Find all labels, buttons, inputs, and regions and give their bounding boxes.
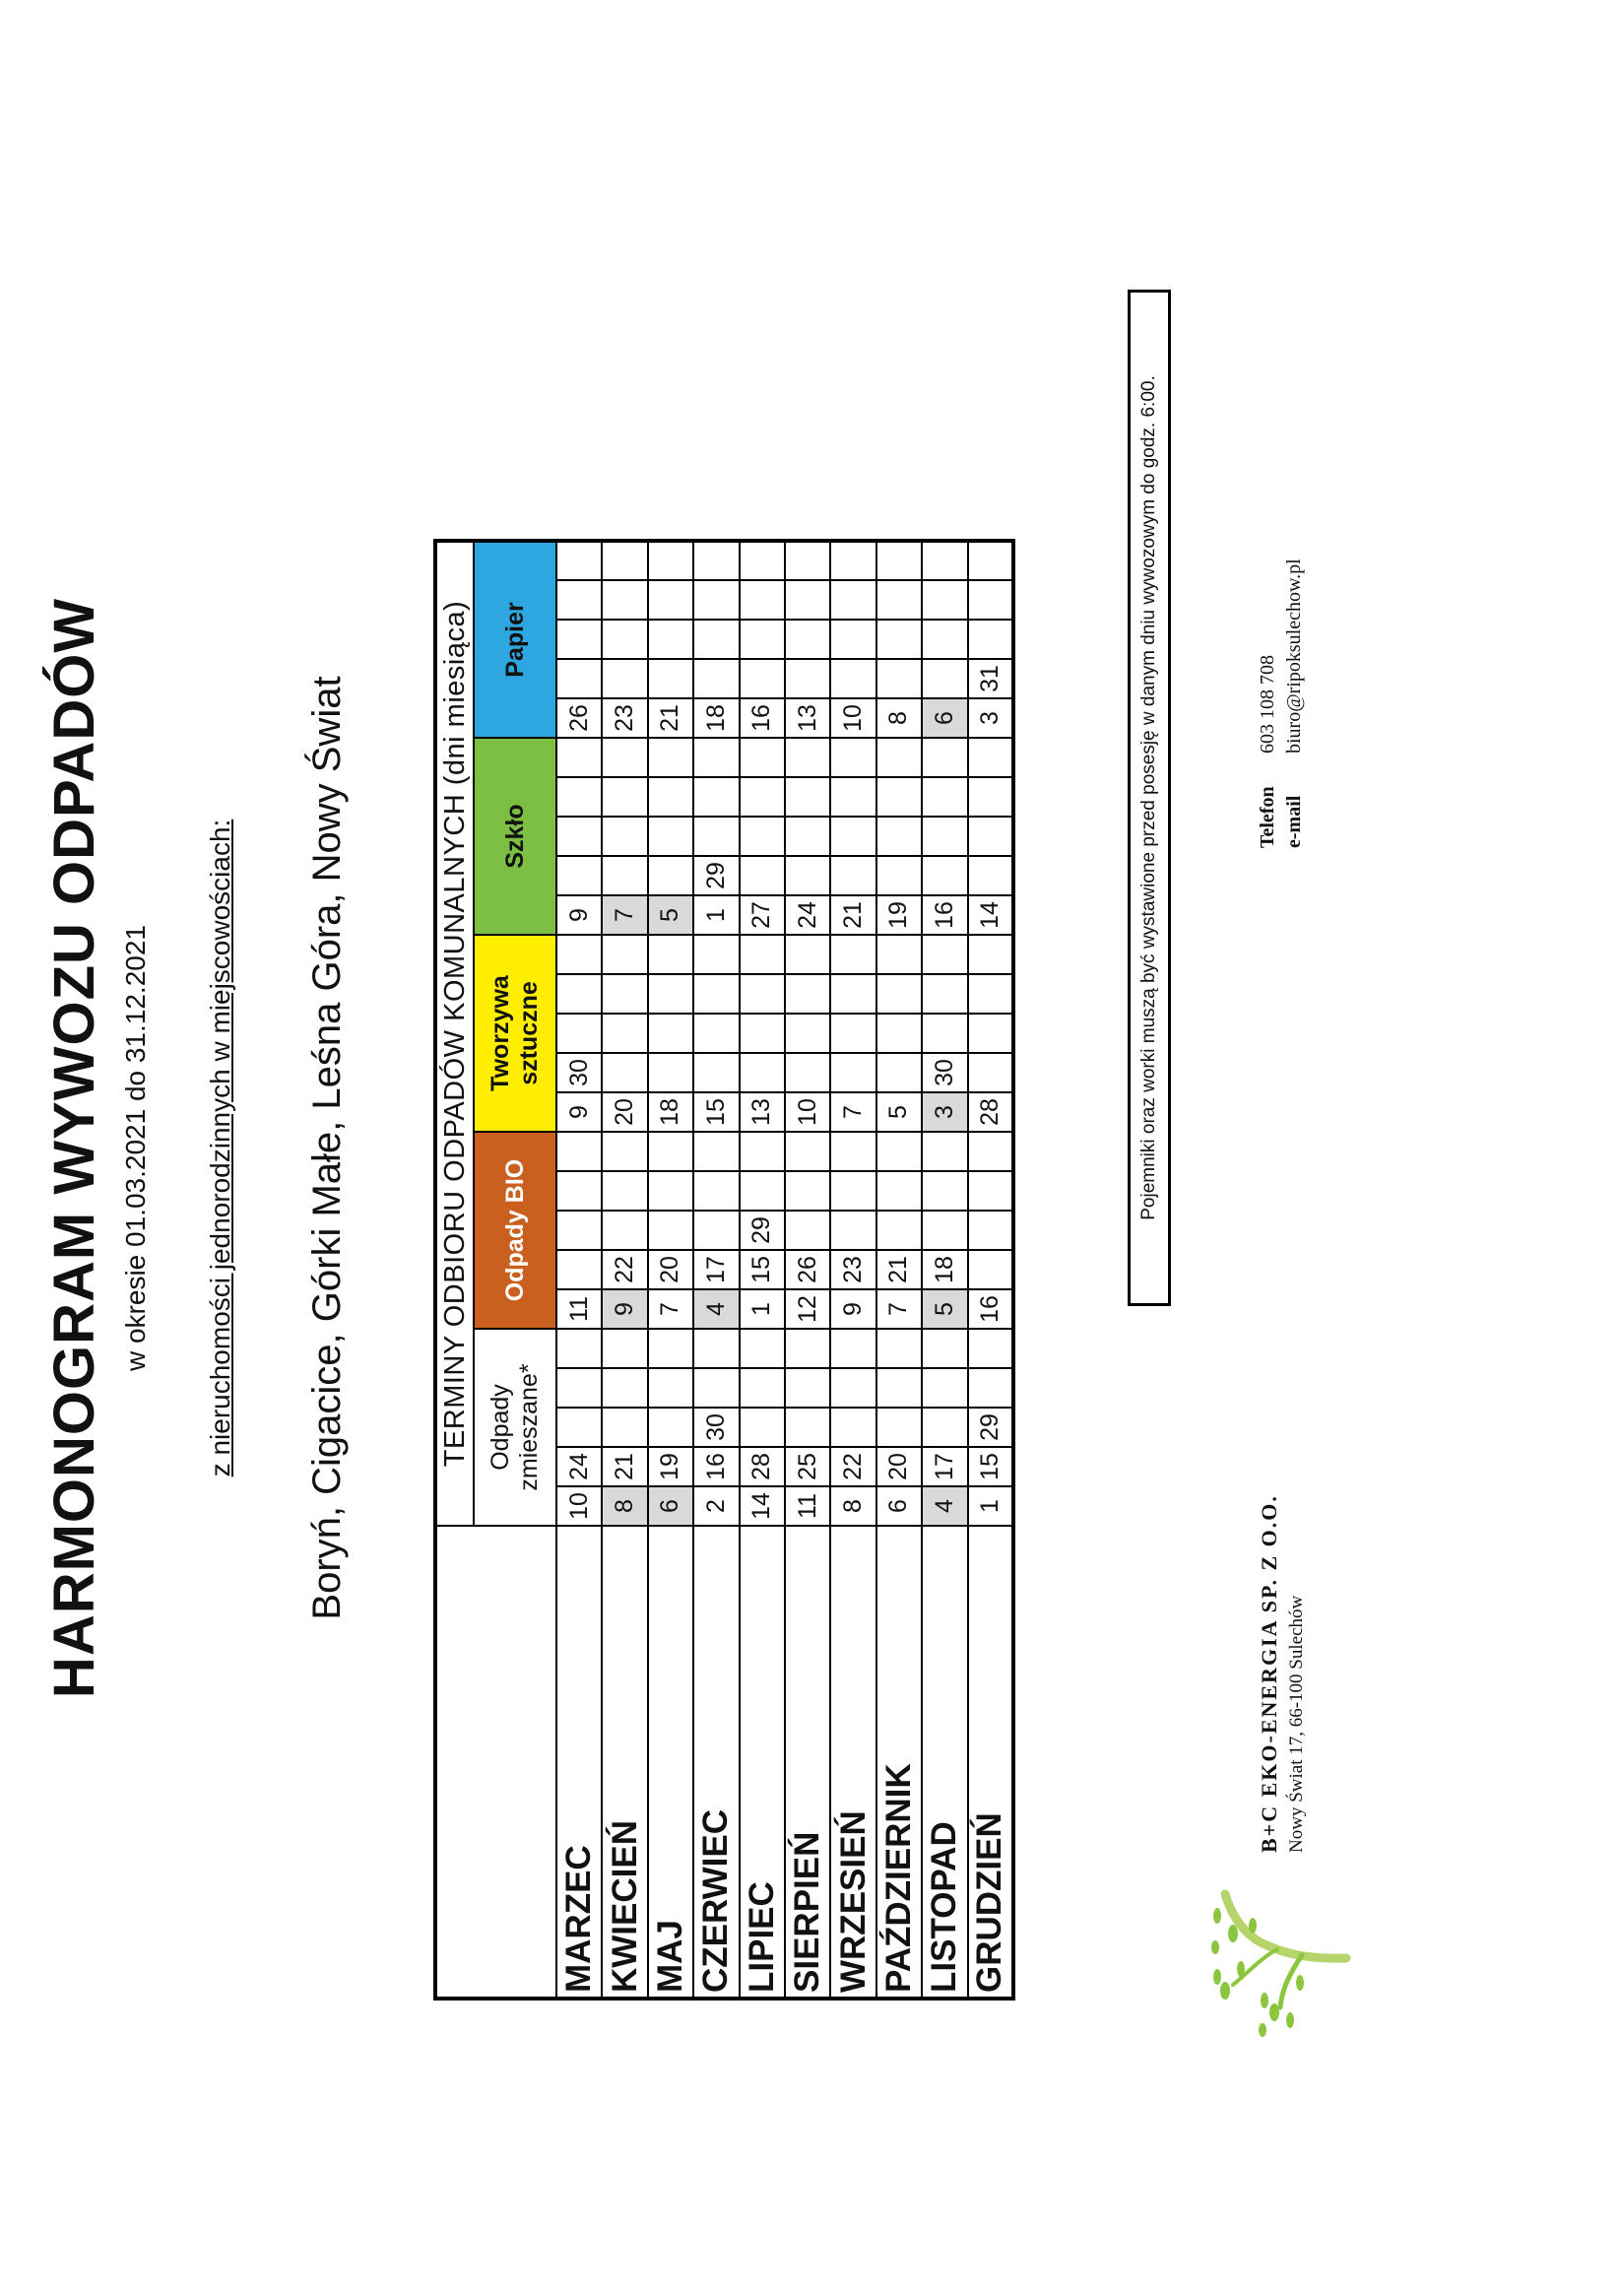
day-cell-plastic: [785, 974, 830, 1014]
phone-number: 603 108 708: [1257, 655, 1278, 754]
day-cell-plastic: [830, 935, 875, 974]
day-cell-mixed: [922, 1408, 967, 1447]
column-header-bio: Odpady BIO: [474, 1132, 556, 1329]
month-cell: SIERPIEŃ: [785, 1526, 830, 1999]
day-cell-plastic: 10: [785, 1092, 830, 1132]
day-cell-mixed: [602, 1329, 647, 1368]
day-cell-paper: [648, 620, 693, 659]
day-cell-glass: [693, 738, 739, 777]
day-cell-bio: [830, 1132, 875, 1171]
day-cell-paper: [693, 541, 739, 580]
day-cell-plastic: [968, 974, 1013, 1014]
day-cell-glass: [602, 738, 647, 777]
day-cell-paper: 13: [785, 698, 830, 738]
day-cell-paper: [922, 580, 967, 620]
day-cell-glass: [830, 777, 875, 817]
day-cell-bio: [602, 1211, 647, 1250]
day-cell-bio: 7: [648, 1289, 693, 1329]
day-cell-glass: 5: [648, 895, 693, 935]
day-cell-glass: [968, 817, 1013, 856]
day-cell-glass: [922, 856, 967, 895]
day-cell-glass: [785, 777, 830, 817]
day-cell-bio: 11: [556, 1289, 602, 1329]
day-cell-plastic: [830, 974, 875, 1014]
day-cell-bio: 21: [876, 1250, 922, 1289]
day-cell-paper: [648, 580, 693, 620]
day-cell-bio: [740, 1132, 785, 1171]
day-cell-plastic: [648, 974, 693, 1014]
day-cell-glass: [968, 738, 1013, 777]
column-header-mixed: Odpady zmieszane*: [474, 1329, 556, 1526]
day-cell-mixed: 24: [556, 1447, 602, 1486]
day-cell-glass: [876, 856, 922, 895]
day-cell-bio: [922, 1211, 967, 1250]
day-cell-mixed: 29: [968, 1408, 1013, 1447]
month-cell: LISTOPAD: [922, 1526, 967, 1999]
day-cell-plastic: [922, 935, 967, 974]
day-cell-bio: [556, 1171, 602, 1211]
day-cell-mixed: [876, 1329, 922, 1368]
day-cell-bio: [968, 1132, 1013, 1171]
day-cell-mixed: 8: [830, 1486, 875, 1526]
day-cell-glass: [785, 856, 830, 895]
day-cell-mixed: [556, 1368, 602, 1408]
day-cell-plastic: [785, 935, 830, 974]
day-cell-mixed: [830, 1408, 875, 1447]
table-row: [740, 541, 785, 1999]
day-cell-paper: [876, 620, 922, 659]
tree-logo-icon: [1203, 1874, 1351, 2042]
day-cell-plastic: [876, 974, 922, 1014]
day-cell-bio: [876, 1132, 922, 1171]
day-cell-plastic: [922, 974, 967, 1014]
day-cell-glass: [602, 817, 647, 856]
day-cell-glass: [876, 817, 922, 856]
day-cell-plastic: 20: [602, 1092, 647, 1132]
day-cell-plastic: [648, 935, 693, 974]
day-cell-glass: 29: [693, 856, 739, 895]
day-cell-mixed: [556, 1408, 602, 1447]
day-cell-paper: 3: [968, 698, 1013, 738]
day-cell-plastic: [740, 974, 785, 1014]
day-cell-bio: [876, 1211, 922, 1250]
day-cell-mixed: [830, 1329, 875, 1368]
day-cell-paper: [968, 541, 1013, 580]
company-name: B+C EKO-ENERGIA SP. Z O.O.: [1257, 1494, 1281, 1853]
day-cell-bio: [648, 1132, 693, 1171]
day-cell-mixed: [556, 1329, 602, 1368]
day-cell-paper: [556, 659, 602, 698]
day-cell-mixed: 22: [830, 1447, 875, 1486]
table-row: [876, 541, 922, 1999]
day-cell-plastic: [602, 935, 647, 974]
day-cell-bio: [556, 1132, 602, 1171]
day-cell-glass: [922, 817, 967, 856]
day-cell-bio: [968, 1171, 1013, 1211]
day-cell-mixed: [693, 1329, 739, 1368]
day-cell-glass: [556, 856, 602, 895]
day-cell-glass: [556, 777, 602, 817]
day-cell-paper: [556, 580, 602, 620]
day-cell-plastic: [648, 1053, 693, 1092]
phone-label: Telefon: [1257, 786, 1278, 848]
day-cell-glass: 14: [968, 895, 1013, 935]
day-cell-paper: [648, 541, 693, 580]
email-label: e-mail: [1283, 795, 1305, 848]
day-cell-glass: [602, 856, 647, 895]
day-cell-plastic: [830, 1014, 875, 1053]
day-cell-glass: 24: [785, 895, 830, 935]
day-cell-mixed: 4: [922, 1486, 967, 1526]
day-cell-plastic: 15: [693, 1092, 739, 1132]
table-row: [830, 541, 875, 1999]
day-cell-mixed: [740, 1368, 785, 1408]
day-cell-paper: [602, 659, 647, 698]
day-cell-bio: [602, 1132, 647, 1171]
day-cell-mixed: [968, 1368, 1013, 1408]
day-cell-glass: [830, 817, 875, 856]
day-cell-glass: 27: [740, 895, 785, 935]
day-cell-glass: [648, 777, 693, 817]
day-cell-paper: [740, 580, 785, 620]
day-cell-bio: [968, 1211, 1013, 1250]
day-cell-paper: [830, 620, 875, 659]
day-cell-bio: 22: [602, 1250, 647, 1289]
day-cell-paper: [693, 580, 739, 620]
day-cell-bio: 26: [785, 1250, 830, 1289]
day-cell-plastic: 5: [876, 1092, 922, 1132]
day-cell-glass: [740, 856, 785, 895]
day-cell-paper: 23: [602, 698, 647, 738]
day-cell-glass: 9: [556, 895, 602, 935]
day-cell-mixed: [602, 1368, 647, 1408]
day-cell-mixed: 11: [785, 1486, 830, 1526]
table-row: [602, 541, 647, 1999]
day-cell-glass: [968, 856, 1013, 895]
subtitle-text: z nieruchomości jednorodzinnych w miejscowościach:: [205, 819, 235, 1477]
day-cell-paper: 6: [922, 698, 967, 738]
collection-note: Pojemniki oraz worki muszą być wystawione przed posesję w danym dniu wywozowym do godz. 6:00.: [1128, 290, 1171, 1306]
day-cell-bio: 16: [968, 1289, 1013, 1329]
table-row: [648, 541, 693, 1999]
day-cell-mixed: [648, 1408, 693, 1447]
day-cell-mixed: 1: [968, 1486, 1013, 1526]
day-cell-plastic: 3: [922, 1092, 967, 1132]
day-cell-plastic: [740, 1053, 785, 1092]
day-cell-mixed: 15: [968, 1447, 1013, 1486]
day-cell-glass: [740, 777, 785, 817]
day-cell-mixed: 28: [740, 1447, 785, 1486]
day-cell-paper: [830, 659, 875, 698]
day-cell-plastic: [556, 1014, 602, 1053]
day-cell-plastic: 9: [556, 1092, 602, 1132]
day-cell-bio: [648, 1211, 693, 1250]
day-cell-plastic: 30: [556, 1053, 602, 1092]
day-cell-glass: [740, 738, 785, 777]
month-cell: PAŹDZIERNIK: [876, 1526, 922, 1999]
company-block: [1257, 1494, 1308, 1853]
month-cell: MAJ: [648, 1526, 693, 1999]
day-cell-bio: [830, 1211, 875, 1250]
day-cell-mixed: [693, 1368, 739, 1408]
day-cell-mixed: [740, 1329, 785, 1368]
day-cell-bio: 29: [740, 1211, 785, 1250]
month-cell: GRUDZIEŃ: [968, 1526, 1013, 1999]
day-cell-paper: [602, 580, 647, 620]
day-cell-bio: [648, 1171, 693, 1211]
day-cell-paper: 26: [556, 698, 602, 738]
day-cell-paper: [740, 659, 785, 698]
month-cell: KWIECIEŃ: [602, 1526, 647, 1999]
column-header-plastic: Tworzywa sztuczne: [474, 935, 556, 1132]
day-cell-bio: [556, 1211, 602, 1250]
column-header-glass: Szkło: [474, 738, 556, 935]
day-cell-bio: [830, 1171, 875, 1211]
day-cell-paper: [968, 620, 1013, 659]
table-row: [922, 541, 967, 1999]
day-cell-bio: [785, 1171, 830, 1211]
day-cell-glass: [740, 817, 785, 856]
day-cell-paper: [922, 620, 967, 659]
day-cell-bio: [922, 1171, 967, 1211]
day-cell-bio: 20: [648, 1250, 693, 1289]
day-cell-bio: [740, 1171, 785, 1211]
day-cell-plastic: [922, 1014, 967, 1053]
day-cell-plastic: [785, 1014, 830, 1053]
day-cell-glass: [922, 777, 967, 817]
day-cell-plastic: [968, 1053, 1013, 1092]
day-cell-plastic: 7: [830, 1092, 875, 1132]
day-cell-plastic: [602, 1014, 647, 1053]
day-cell-mixed: [922, 1368, 967, 1408]
day-cell-glass: [648, 817, 693, 856]
day-cell-mixed: 20: [876, 1447, 922, 1486]
day-cell-bio: [785, 1132, 830, 1171]
day-cell-mixed: 30: [693, 1408, 739, 1447]
day-cell-paper: [740, 541, 785, 580]
day-cell-paper: [785, 541, 830, 580]
day-cell-paper: [693, 620, 739, 659]
day-cell-glass: [830, 738, 875, 777]
day-cell-plastic: [556, 935, 602, 974]
day-cell-paper: [922, 659, 967, 698]
day-cell-bio: [693, 1132, 739, 1171]
day-cell-paper: [830, 541, 875, 580]
day-cell-bio: [968, 1250, 1013, 1289]
day-cell-bio: 17: [693, 1250, 739, 1289]
day-cell-paper: 10: [830, 698, 875, 738]
month-cell: WRZESIEŃ: [830, 1526, 875, 1999]
day-cell-mixed: 19: [648, 1447, 693, 1486]
day-cell-paper: [556, 541, 602, 580]
day-cell-mixed: [922, 1329, 967, 1368]
day-cell-plastic: [693, 1014, 739, 1053]
day-cell-glass: [876, 777, 922, 817]
day-cell-glass: [876, 738, 922, 777]
email-address: biuro@ripoksulechow.pl: [1283, 558, 1305, 754]
day-cell-plastic: [968, 935, 1013, 974]
day-cell-glass: 1: [693, 895, 739, 935]
day-cell-mixed: 25: [785, 1447, 830, 1486]
day-cell-bio: [922, 1132, 967, 1171]
day-cell-mixed: [785, 1408, 830, 1447]
table-row: [968, 541, 1013, 1999]
day-cell-plastic: [693, 935, 739, 974]
day-cell-plastic: 13: [740, 1092, 785, 1132]
day-cell-glass: 21: [830, 895, 875, 935]
day-cell-bio: 5: [922, 1289, 967, 1329]
day-cell-plastic: [693, 1053, 739, 1092]
day-cell-glass: [602, 777, 647, 817]
day-cell-paper: [556, 620, 602, 659]
period-text: w okresie 01.03.2021 do 31.12.2021: [120, 924, 151, 1372]
day-cell-paper: [602, 541, 647, 580]
day-cell-paper: 18: [693, 698, 739, 738]
day-cell-paper: [785, 580, 830, 620]
day-cell-plastic: 28: [968, 1092, 1013, 1132]
day-cell-plastic: 30: [922, 1053, 967, 1092]
day-cell-glass: 16: [922, 895, 967, 935]
day-cell-bio: 12: [785, 1289, 830, 1329]
day-cell-bio: [602, 1171, 647, 1211]
day-cell-mixed: 2: [693, 1486, 739, 1526]
day-cell-bio: [693, 1171, 739, 1211]
table-row: [693, 541, 739, 1999]
day-cell-paper: [648, 659, 693, 698]
schedule-table-wrap: [433, 539, 1015, 2001]
month-cell: LIPIEC: [740, 1526, 785, 1999]
day-cell-plastic: [602, 974, 647, 1014]
page-title: HARMONOGRAM WYWOZU ODPADÓW: [42, 597, 106, 1699]
day-cell-mixed: 14: [740, 1486, 785, 1526]
day-cell-mixed: 16: [693, 1447, 739, 1486]
contact-block: [1257, 558, 1310, 848]
day-cell-plastic: [740, 935, 785, 974]
day-cell-glass: [785, 817, 830, 856]
day-cell-mixed: [876, 1368, 922, 1408]
day-cell-mixed: 6: [876, 1486, 922, 1526]
day-cell-glass: 19: [876, 895, 922, 935]
day-cell-plastic: [876, 935, 922, 974]
day-cell-glass: 7: [602, 895, 647, 935]
day-cell-bio: 18: [922, 1250, 967, 1289]
day-cell-bio: 7: [876, 1289, 922, 1329]
month-header-cell: [435, 1526, 556, 1999]
day-cell-glass: [693, 817, 739, 856]
day-cell-mixed: [785, 1368, 830, 1408]
month-cell: MARZEC: [556, 1526, 602, 1999]
day-cell-mixed: 6: [648, 1486, 693, 1526]
schedule-table: [433, 539, 1015, 2001]
day-cell-mixed: [648, 1368, 693, 1408]
day-cell-paper: [740, 620, 785, 659]
day-cell-glass: [693, 777, 739, 817]
day-cell-mixed: 21: [602, 1447, 647, 1486]
day-cell-paper: 21: [648, 698, 693, 738]
day-cell-plastic: [740, 1014, 785, 1053]
day-cell-mixed: [648, 1329, 693, 1368]
day-cell-bio: 4: [693, 1289, 739, 1329]
day-cell-plastic: [968, 1014, 1013, 1053]
day-cell-paper: [785, 659, 830, 698]
day-cell-paper: 31: [968, 659, 1013, 698]
day-cell-plastic: [693, 974, 739, 1014]
day-cell-plastic: 18: [648, 1092, 693, 1132]
day-cell-mixed: [968, 1329, 1013, 1368]
day-cell-paper: [602, 620, 647, 659]
day-cell-glass: [968, 777, 1013, 817]
day-cell-mixed: [830, 1368, 875, 1408]
day-cell-plastic: [648, 1014, 693, 1053]
day-cell-plastic: [556, 974, 602, 1014]
day-cell-plastic: [876, 1053, 922, 1092]
day-cell-paper: [693, 659, 739, 698]
day-cell-bio: 1: [740, 1289, 785, 1329]
day-cell-paper: [968, 580, 1013, 620]
day-cell-plastic: [602, 1053, 647, 1092]
day-cell-paper: [876, 659, 922, 698]
day-cell-paper: 8: [876, 698, 922, 738]
day-cell-glass: [556, 817, 602, 856]
day-cell-bio: [876, 1171, 922, 1211]
day-cell-mixed: 17: [922, 1447, 967, 1486]
localities-text: Boryń, Cigacice, Górki Małe, Leśna Góra, Nowy Świat: [305, 676, 349, 1620]
day-cell-paper: [922, 541, 967, 580]
table-row: [785, 541, 830, 1999]
day-cell-bio: [785, 1211, 830, 1250]
day-cell-glass: [648, 856, 693, 895]
day-cell-mixed: [785, 1329, 830, 1368]
day-cell-bio: 9: [602, 1289, 647, 1329]
company-address: Nowy Świat 17, 66-100 Sulechów: [1286, 1595, 1307, 1853]
day-cell-glass: [785, 738, 830, 777]
day-cell-paper: [830, 580, 875, 620]
month-cell: CZERWIEC: [693, 1526, 739, 1999]
table-row: [556, 541, 602, 1999]
day-cell-mixed: [740, 1408, 785, 1447]
day-cell-plastic: [876, 1014, 922, 1053]
day-cell-mixed: 10: [556, 1486, 602, 1526]
day-cell-paper: [785, 620, 830, 659]
day-cell-glass: [556, 738, 602, 777]
day-cell-bio: [556, 1250, 602, 1289]
column-header-paper: Papier: [474, 541, 556, 738]
table-caption: TERMINY ODBIORU ODPADÓW KOMUNALNYCH (dni miesiąca): [435, 541, 474, 1526]
day-cell-mixed: [876, 1408, 922, 1447]
day-cell-plastic: [785, 1053, 830, 1092]
day-cell-bio: 15: [740, 1250, 785, 1289]
day-cell-bio: [693, 1211, 739, 1250]
day-cell-paper: 16: [740, 698, 785, 738]
day-cell-glass: [648, 738, 693, 777]
day-cell-paper: [876, 541, 922, 580]
day-cell-mixed: 8: [602, 1486, 647, 1526]
day-cell-bio: 9: [830, 1289, 875, 1329]
day-cell-plastic: [830, 1053, 875, 1092]
day-cell-glass: [830, 856, 875, 895]
schedule-body: [556, 541, 1013, 1999]
day-cell-paper: [876, 580, 922, 620]
day-cell-glass: [922, 738, 967, 777]
day-cell-bio: 23: [830, 1250, 875, 1289]
day-cell-mixed: [602, 1408, 647, 1447]
